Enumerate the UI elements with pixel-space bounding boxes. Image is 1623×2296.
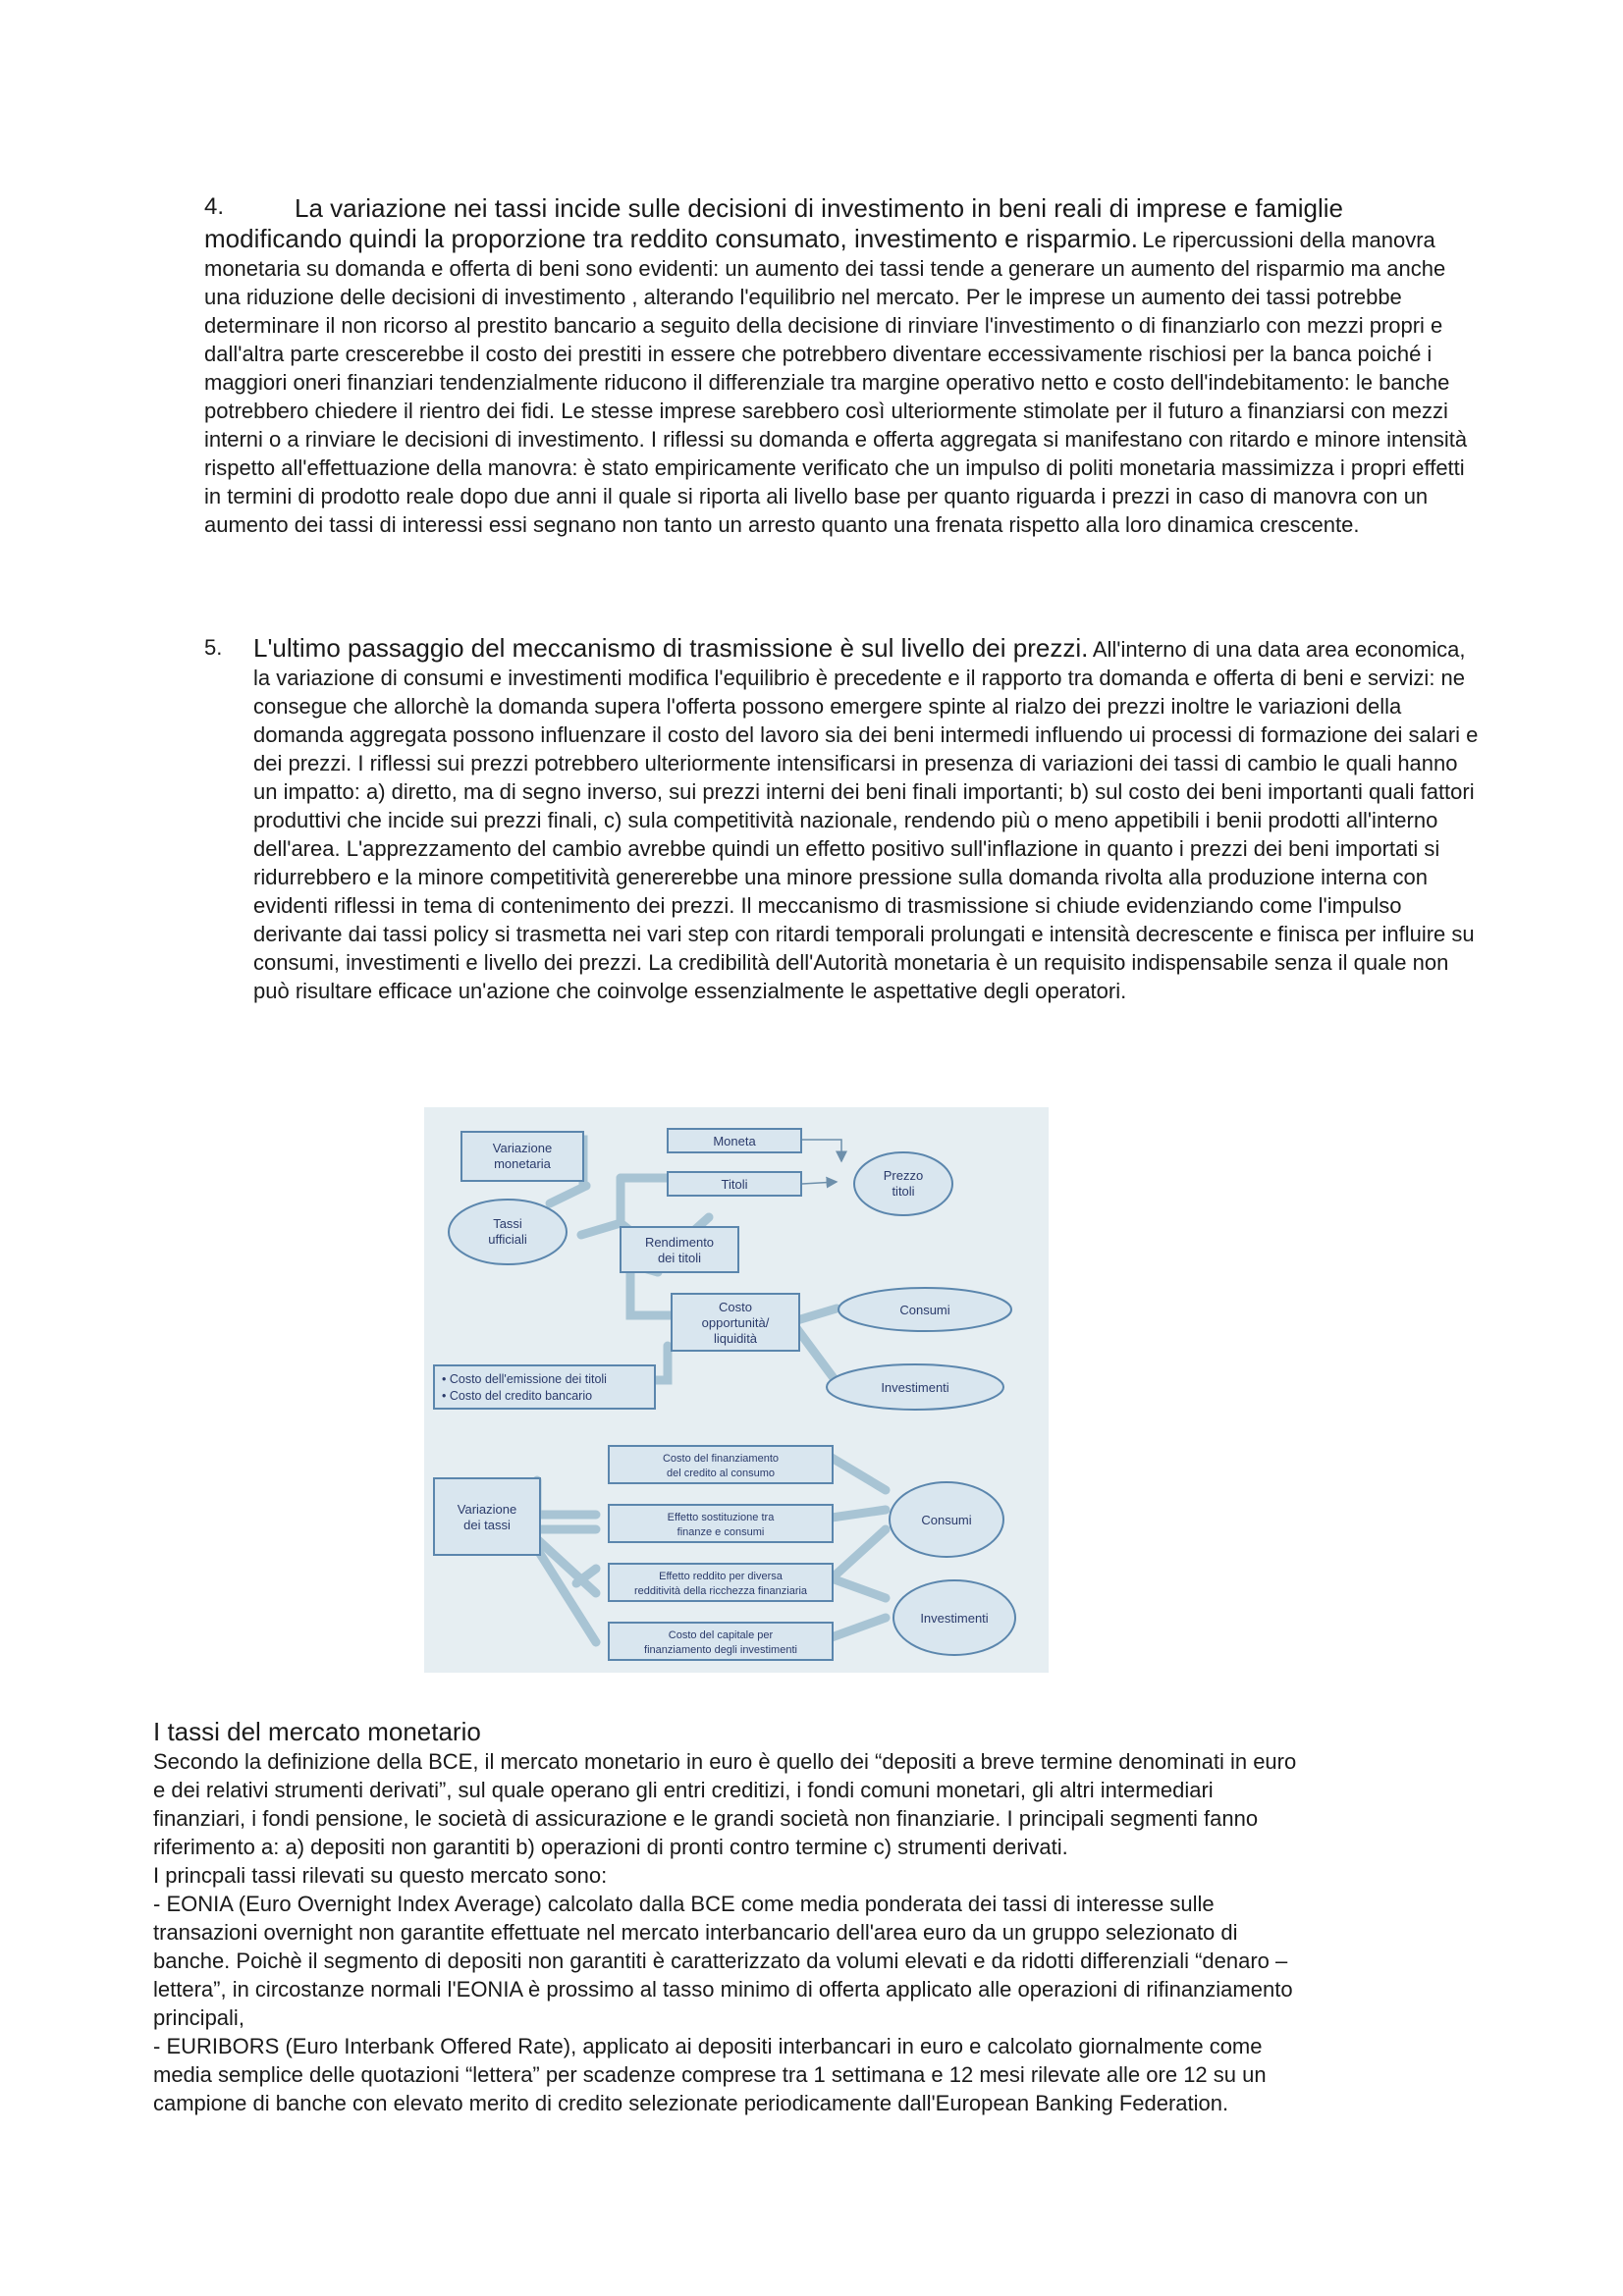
box-effetto-sostituzione — [609, 1505, 833, 1542]
money-market-line: - EURIBORS (Euro Interbank Offered Rate), applicato ai depositi interbancari in euro e calcolato giornalmente come — [153, 2034, 1263, 2058]
box-costo-finanziamento-consumo-line2: del credito al consumo — [666, 1468, 776, 1479]
ellipse-consumi-bottom — [890, 1482, 1003, 1557]
money-market-line: riferimento a: a) depositi non garantiti b) operazioni di pronti contro termine c) strumenti derivati. — [153, 1835, 1068, 1859]
box-rendimento-titoli — [621, 1227, 738, 1272]
box-costo-opportunita-line3: liquidità — [713, 1331, 758, 1346]
box-effetto-reddito-line2: redditività della ricchezza finanziaria — [633, 1585, 808, 1597]
box-costi-list-item1: • Costo dell'emissione dei titoli — [442, 1372, 607, 1386]
ellipse-prezzo-titoli-line2: titoli — [892, 1184, 915, 1199]
ellipse-tassi-ufficiali — [449, 1200, 567, 1264]
box-rendimento-titoli-line2: dei titoli — [657, 1251, 702, 1265]
section-4-paragraph — [204, 193, 1481, 539]
box-rendimento-titoli-line1: Rendimento — [644, 1235, 715, 1250]
box-moneta — [668, 1129, 801, 1152]
box-costo-opportunita — [672, 1294, 799, 1351]
ellipse-tassi-ufficiali-line1: Tassi — [493, 1216, 522, 1231]
money-market-line: finanziari, i fondi pensione, le società di assicurazione e le grandi società non finanziarie. I principali segmenti fanno — [153, 1806, 1259, 1831]
ellipse-consumi-bottom-label: Consumi — [921, 1513, 972, 1527]
ellipse-consumi-top — [839, 1288, 1011, 1331]
box-effetto-reddito — [609, 1564, 833, 1601]
ellipse-investimenti-top-label: Investimenti — [881, 1380, 949, 1395]
box-costo-opportunita-line1: Costo — [719, 1300, 752, 1314]
section-4-body: Le ripercussioni della manovra monetaria su domanda e offerta di beni sono evidenti: un aumento dei tassi tende a generare un aumento del risparmio ma anche una riduzione delle decisioni di investimento , alterando l'equilibrio nel mercato. Per le imprese un aumento dei tassi potrebbe determinare il non ricorso al prestito bancario a seguito della decisione di rinviare l'investimento o di finanziarlo con mezzi propri e dall'altra parte crescerebbe il costo dei prestiti in essere che potrebbero diventare eccessivamente rischiosi per la banca poiché i maggiori oneri finanziari tendenzialmente riducono il differenziale tra margine operativo netto e costo dell'indebitamento: le banche potrebbero chiedere il rientro dei fidi. Le stesse imprese sarebbero così ulteriormente stimolate per il futuro a finanziarsi con mezzi interni o a rinviare le decisioni di investimento. I riflessi su domanda e offerta aggregata si manifestano con ritardo e minore intensità rispetto all'effettuazione della manovra: è stato empiricamente verificato che un impulso di politi monetaria massimizza i propri effetti in termini di prodotto reale dopo due anni il quale si riporta ali livello base per quanto riguarda i prezzi in caso di manovra con un aumento dei tassi di interessi essi segnano non tanto un arresto quanto una frenata rispetto alla loro dinamica crescente. — [204, 228, 1468, 537]
money-market-line: principali, — [153, 2005, 244, 2030]
box-costo-capitale — [609, 1623, 833, 1660]
section-5-lead: L'ultimo passaggio del meccanismo di trasmissione è sul livello dei prezzi. — [253, 633, 1089, 663]
ellipse-prezzo-titoli-line1: Prezzo — [883, 1168, 924, 1183]
ellipse-tassi-ufficiali-line2: ufficiali — [488, 1232, 527, 1247]
money-market-line: media semplice delle quotazioni “lettera” per scadenze comprese tra 1 settimana e 12 mesi rilevate alle ore 12 su un — [153, 2062, 1267, 2087]
box-costi-list — [434, 1365, 655, 1409]
box-effetto-sostituzione-line1: Effetto sostituzione tra — [667, 1512, 775, 1523]
box-costo-finanziamento-consumo — [609, 1446, 833, 1483]
section-5-number: 5. — [204, 635, 223, 660]
box-variazione-monetaria-line2: monetaria — [494, 1156, 551, 1171]
box-variazione-tassi — [434, 1478, 540, 1555]
box-costo-capitale-line1: Costo del capitale per — [668, 1629, 774, 1641]
box-variazione-tassi-line2: dei tassi — [463, 1518, 511, 1532]
money-market-line: Secondo la definizione della BCE, il mercato monetario in euro è quello dei “depositi a breve termine denominati in euro — [153, 1749, 1297, 1774]
money-market-lines — [153, 1747, 1474, 2117]
box-costo-opportunita-line2: opportunità/ — [701, 1315, 770, 1330]
box-titoli — [668, 1172, 801, 1196]
ellipse-consumi-top-label: Consumi — [899, 1303, 950, 1317]
ellipse-investimenti-bottom — [893, 1580, 1015, 1655]
section-5 — [204, 633, 1481, 1005]
money-market-line: lettera”, in circostanze normali l'EONIA è prossimo al tasso minimo di offerta applicato alle operazioni di rifinanziamento — [153, 1977, 1293, 2002]
money-market-line: e dei relativi strumenti derivati”, sul quale operano gli entri creditizi, i fondi comuni monetari, gli altri intermediari — [153, 1778, 1214, 1802]
box-moneta-label: Moneta — [713, 1134, 756, 1148]
ellipse-prezzo-titoli — [854, 1152, 952, 1215]
box-variazione-tassi-line1: Variazione — [457, 1502, 517, 1517]
box-variazione-monetaria-line1: Variazione — [492, 1141, 553, 1155]
box-effetto-sostituzione-line2: finanze e consumi — [676, 1526, 765, 1538]
transmission-diagram — [424, 1107, 1049, 1673]
section-4 — [204, 193, 1481, 539]
section-4-lead: La variazione nei tassi incide sulle decisioni di investimento in beni reali di imprese e famiglie modificando quindi la proporzione tra reddito consumato, investimento e risparmio. — [204, 193, 1343, 253]
box-costi-list-item2: • Costo del credito bancario — [442, 1389, 593, 1403]
money-market-line: I princpali tassi rilevati su questo mercato sono: — [153, 1863, 608, 1888]
money-market-section — [153, 1716, 1474, 2117]
section-5-paragraph — [253, 633, 1481, 1005]
ellipse-investimenti-top — [827, 1364, 1003, 1410]
money-market-heading: I tassi del mercato monetario — [153, 1717, 481, 1746]
money-market-line: - EONIA (Euro Overnight Index Average) calcolato dalla BCE come media ponderata dei tassi di interesse sulle — [153, 1892, 1215, 1916]
box-variazione-monetaria — [461, 1132, 583, 1181]
ellipse-investimenti-bottom-label: Investimenti — [920, 1611, 989, 1626]
box-effetto-reddito-line1: Effetto reddito per diversa — [659, 1571, 783, 1582]
money-market-line: transazioni overnight non garantite effettuate nel mercato interbancario dell'area euro da un gruppo selezionato di — [153, 1920, 1238, 1945]
box-costo-capitale-line2: finanziamento degli investimenti — [644, 1644, 797, 1656]
box-costo-finanziamento-consumo-line1: Costo del finanziamento — [662, 1453, 780, 1465]
box-titoli-label: Titoli — [721, 1177, 748, 1192]
money-market-line: campione di banche con elevato merito di credito selezionate periodicamente dall'European Banking Federation. — [153, 2091, 1229, 2115]
money-market-line: banche. Poichè il segmento di depositi non garantiti è caratterizzato da volumi elevati e da ridotti differenziali “denaro – — [153, 1949, 1288, 1973]
section-5-body: All'interno di una data area economica, la variazione di consumi e investimenti modifica l'equilibrio è precedente e il rapporto tra domanda e offerta di beni e servizi: ne consegue che allorchè la domanda supera l'offerta possono emergere spinte al rialzo dei prezzi inoltre le variazioni della domanda aggregata possono influenzare il costo del lavoro sia dei beni intermedi influendo ui processi di formazione dei salari e dei prezzi. I riflessi sui prezzi potrebbero ulteriormente intensificarsi in presenza di variazioni dei tassi di cambio le quali hanno un impatto: a) diretto, ma di segno inverso, sui prezzi interni dei beni finali importanti; b) sul costo dei beni importanti quali fattori produttivi che incide sui prezzi finali, c) sula competitività nazionale, rendendo più o meno appetibili i benii prodotti all'interno dell'area. L'apprezzamento del cambio avrebbe quindi un effetto positivo sull'inflazione in quanto i prezzi dei beni importati si ridurrebbero e la minore competitività genererebbe una minore pressione sulla domanda rivolta alla produzione interna con evidenti riflessi in tema di contenimento dei prezzi. Il meccanismo di trasmissione si chiude evidenziando come l'impulso derivante dai tassi policy si trasmetta nei vari step con ritardi temporali prolungati e intensità decrescente e finisca per influire su consumi, investimenti e livello dei prezzi. La credibilità dell'Autorità monetaria è un requisito indispensabile senza il quale non può risultare efficace un'azione che coinvolge essenzialmente le aspettative degli operatori. — [253, 637, 1479, 1003]
section-4-number: 4. — [204, 193, 225, 220]
